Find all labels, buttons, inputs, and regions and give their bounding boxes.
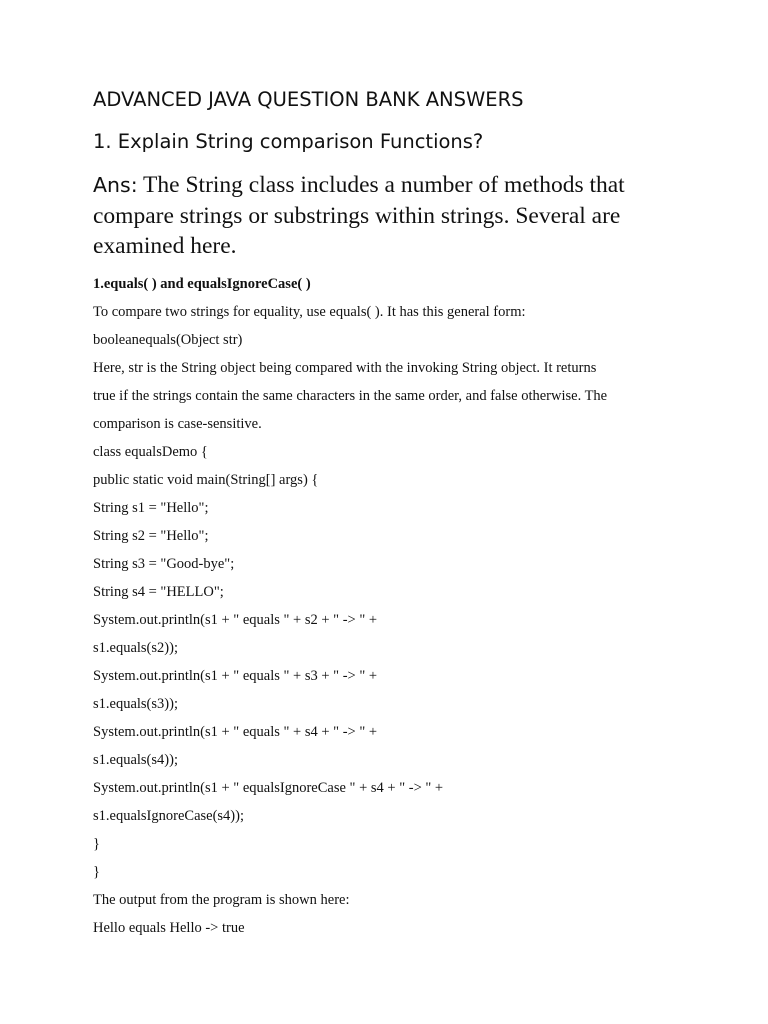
text-line: String s3 = "Good-bye"; [93, 556, 235, 572]
text-line: class equalsDemo { [93, 444, 208, 460]
answer-label: Ans: [93, 173, 138, 197]
text-line: public static void main(String[] args) { [93, 472, 319, 488]
text-line: String s2 = "Hello"; [93, 528, 209, 544]
answer-paragraph [93, 170, 688, 262]
text-line: Here, str is the String object being compared with the invoking String object. It returns [93, 360, 597, 376]
text-line: String s4 = "HELLO"; [93, 584, 224, 600]
text-line: true if the strings contain the same characters in the same order, and false otherwise. The [93, 388, 608, 404]
document-title: ADVANCED JAVA QUESTION BANK ANSWERS [93, 88, 524, 111]
body-text [93, 270, 693, 942]
text-line: The output from the program is shown here: [93, 892, 350, 908]
text-line: Hello equals Hello -> true [93, 920, 245, 936]
text-line: s1.equals(s3)); [93, 696, 178, 712]
question-heading: 1. Explain String comparison Functions? [93, 130, 484, 153]
text-line: System.out.println(s1 + " equalsIgnoreCase " + s4 + " -> " + [93, 780, 444, 796]
text-line: System.out.println(s1 + " equals " + s4 + " -> " + [93, 724, 378, 740]
text-line: } [93, 836, 100, 852]
text-line: comparison is case-sensitive. [93, 416, 262, 432]
text-line: s1.equals(s4)); [93, 752, 178, 768]
text-line: System.out.println(s1 + " equals " + s2 + " -> " + [93, 612, 378, 628]
text-line: String s1 = "Hello"; [93, 500, 209, 516]
answer-text: The String class includes a number of methods that compare strings or substrings within strings. Several are examined here. [93, 172, 625, 259]
text-line: booleanequals(Object str) [93, 332, 243, 348]
text-line: System.out.println(s1 + " equals " + s3 + " -> " + [93, 668, 378, 684]
text-line: } [93, 864, 100, 880]
text-line: To compare two strings for equality, use equals( ). It has this general form: [93, 304, 526, 320]
text-line: s1.equals(s2)); [93, 640, 178, 656]
text-line: s1.equalsIgnoreCase(s4)); [93, 808, 244, 824]
section-heading: 1.equals( ) and equalsIgnoreCase( ) [93, 276, 311, 292]
